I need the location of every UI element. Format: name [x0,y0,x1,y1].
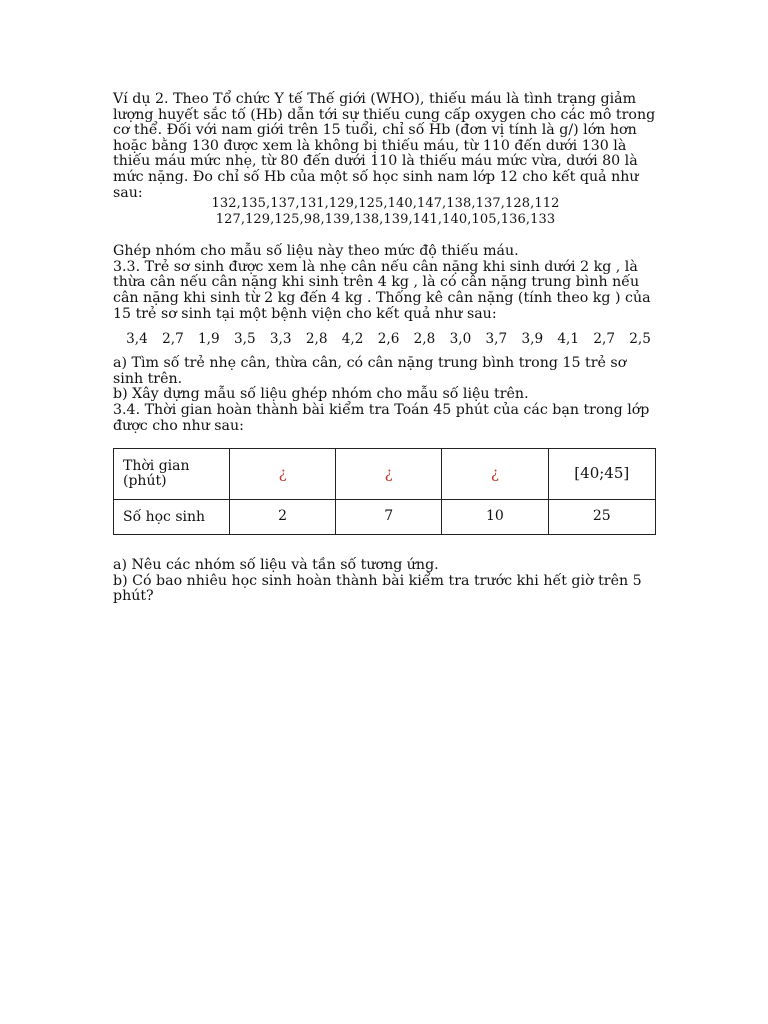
weight-value: 2,5 [629,331,651,348]
table-cell [548,449,655,500]
hb-data-line-1: 132,135,137,131,129,125,140,147,138,137,128,112 [211,196,560,212]
problem-3-3-part-a: a) Tìm số trẻ nhẹ cân, thừa cân, có cân nặng trung bình trong 15 trẻ sơ sinh trên. [113,355,627,387]
weights-list [113,331,658,347]
weight-value: 4,2 [341,331,364,348]
problem-3-3-part-b: b) Xây dựng mẫu số liệu ghép nhóm cho mẫu số liệu trên. [113,386,529,403]
problem-3-4-part-a: a) Nêu các nhóm số liệu và tần số tương ứng. [113,557,439,574]
weight-value: 3,7 [485,331,508,348]
weight-value: 3,9 [521,331,544,348]
table-cell: 10 [442,500,548,535]
table-row [114,449,656,500]
weight-value: 2,7 [162,331,184,348]
example-text-before: Ví dụ 2. Theo Tổ chức Y tế Thế giới (WHO), thiếu máu là tình trạng giảm lượng huyết sắc tố [113,91,637,123]
weight-value: 2,8 [305,331,328,348]
weight-value: 1,9 [198,331,220,348]
weight-value: 2,8 [413,331,436,348]
weight-value: 4,1 [557,331,580,348]
grouping-task: Ghép nhóm cho mẫu số liệu này theo mức độ thiếu máu. [113,243,519,260]
table-cell [230,449,336,500]
missing-glyph: ¿ [384,463,393,482]
table-row [114,500,656,535]
weight-value: 3,3 [269,331,292,348]
weight-value: 3,0 [449,331,472,348]
hb-symbol: (Hb) [250,106,283,123]
table-cell: 7 [336,500,442,535]
example-2-paragraph [113,92,658,201]
table-cell: 25 [548,500,655,535]
hb-data-line-2: 127,129,125,98,139,138,139,141,140,105,136,133 [215,212,556,228]
table-header-students: Số học sinh [114,500,230,535]
document-body [113,92,658,605]
weight-value: 3,5 [233,331,256,348]
interval-value: [40;45] [574,463,630,482]
table-cell [336,449,442,500]
missing-glyph: ¿ [278,463,287,482]
weight-value: 2,6 [377,331,400,348]
problem-3-3-text: 3.3. Trẻ sơ sinh được xem là nhẹ cân nếu cân nặng khi sinh dưới 2 kg , là thừa cân nếu cân nặng khi sinh trên 4 kg , là có cân nặng trung bình nếu cân nặng khi sinh từ 2 kg đến 4 kg . Thống kê cân nặng (tính theo kg ) của 15 trẻ sơ sinh tại một bệnh viện cho kết quả như sau: [113,258,651,322]
problem-3-4-text: 3.4. Thời gian hoàn thành bài kiểm tra Toán 45 phút của các bạn trong lớp được cho như sau: [113,401,650,434]
table-cell: 2 [230,500,336,535]
table-header-time: Thời gian (phút) [114,449,230,500]
example-text-after: dẫn tới sự thiếu cung cấp oxygen cho các mô trong cơ thể. Đối với nam giới trên 15 tuổi, chỉ số Hb (đơn vị tính là g/) lớn hơn hoặc bằng 130 được xem là không bị thiếu máu, từ 110 đến dưới 130 là thiếu máu mức nhẹ, từ 80 đến dưới 110 là thiếu máu mức vừa, dưới 80 là mức nặng. Đo chỉ số Hb của một số học sinh nam lớp 12 cho kết quả như sau: [113,106,656,201]
time-table [113,448,656,535]
weight-value: 3,4 [126,331,148,348]
missing-glyph: ¿ [490,463,499,482]
problem-3-4-part-b: b) Có bao nhiêu học sinh hoàn thành bài kiểm tra trước khi hết giờ trên 5 phút? [113,572,642,605]
table-cell [442,449,548,500]
weight-value: 2,7 [593,331,615,348]
